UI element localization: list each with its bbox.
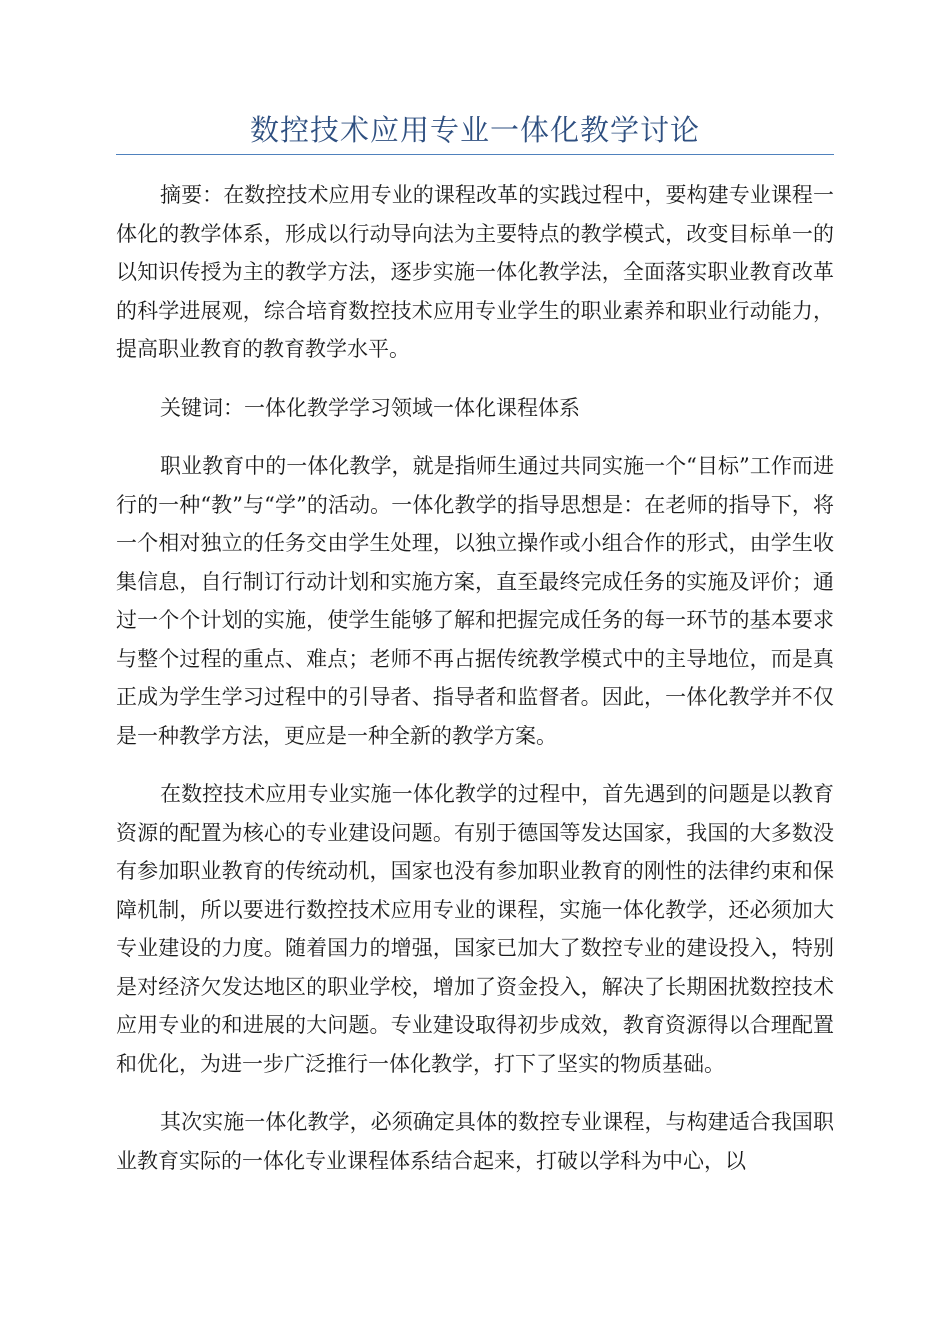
body-paragraph: 在数控技术应用专业实施一体化教学的过程中，首先遇到的问题是以教育资源的配置为核心的专业建设问题。有别于德国等发达国家，我国的大多数没有参加职业教育的传统动机，国家也没有参加职业教育的刚性的法律约束和保障机制，所以要进行数控技术应用专业的课程，实施一体化教学，还必须加大专业建设的力度。随着国力的增强，国家已加大了数控专业的建设投入，特别是对经济欠发达地区的职业学校，增加了资金投入，解决了长期困扰数控技术应用专业的和进展的大问题。专业建设取得初步成效，教育资源得以合理配置和优化，为进一步广泛推行一体化教学，打下了坚实的物质基础。 xyxy=(116,782,834,1076)
body-paragraph: 职业教育中的一体化教学，就是指师生通过共同实施一个“目标”工作而进行的一种“教”与“学”的活动。一体化教学的指导思想是：在老师的指导下，将一个相对独立的任务交由学生处理，以独立操作或小组合作的形式，由学生收集信息，自行制订行动计划和实施方案，直至最终完成任务的实施及评价；通过一个个计划的实施，使学生能够了解和把握完成任务的每一环节的基本要求与整个过程的重点、难点；老师不再占据传统教学模式中的主导地位，而是真正成为学生学习过程中的引导者、指导者和监督者。因此，一体化教学并不仅是一种教学方法，更应是一种全新的教学方案。 xyxy=(116,454,834,748)
abstract-paragraph: 摘要：在数控技术应用专业的课程改革的实践过程中，要构建专业课程一体化的教学体系，形成以行动导向法为主要特点的教学模式，改变目标单一的以知识传授为主的教学方法，逐步实施一体化教学法，全面落实职业教育改革的科学进展观，综合培育数控技术应用专业学生的职业素养和职业行动能力，提高职业教育的教育教学水平。 xyxy=(116,183,834,361)
keywords-paragraph: 关键词：一体化教学学习领域一体化课程体系 xyxy=(160,395,580,420)
title-underline xyxy=(116,154,834,155)
document-title: 数控技术应用专业一体化教学讨论 xyxy=(249,113,700,147)
document-body xyxy=(116,176,834,1200)
body-paragraph: 其次实施一体化教学，必须确定具体的数控专业课程，与构建适合我国职业教育实际的一体化专业课程体系结合起来，打破以学科为中心，以 xyxy=(116,1110,834,1173)
